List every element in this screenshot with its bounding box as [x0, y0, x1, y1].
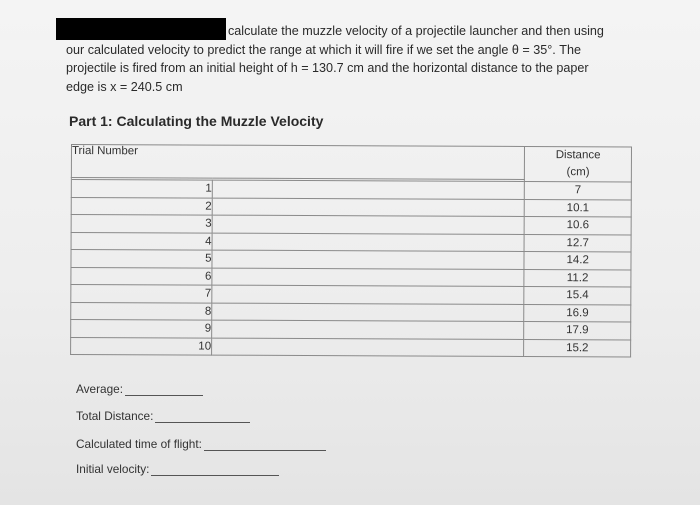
- trial-number-cell: 3: [71, 215, 212, 233]
- trial-number-cell: 1: [71, 180, 212, 198]
- header-distance-unit: (cm): [566, 166, 590, 179]
- initial-velocity-field[interactable]: [76, 462, 279, 476]
- total-distance-label: Total Distance:: [76, 409, 154, 423]
- distance-cell: 17.9: [524, 321, 631, 339]
- trial-blank-cell: [212, 285, 524, 304]
- table-header-row: [71, 145, 631, 181]
- intro-line-1: calculate the muzzle velocity of a projectile launcher and then using: [228, 24, 604, 38]
- initial-velocity-blank[interactable]: [151, 474, 279, 476]
- time-of-flight-label: Calculated time of flight:: [76, 437, 202, 451]
- distance-cell: 11.2: [524, 269, 631, 287]
- header-distance: [525, 146, 632, 181]
- distance-cell: 15.4: [524, 286, 631, 304]
- trial-number-cell: 8: [71, 302, 212, 320]
- distance-cell: 10.6: [524, 216, 631, 234]
- trial-blank-cell: [212, 268, 524, 287]
- trial-blank-cell: [212, 303, 524, 322]
- section-title: Part 1: Calculating the Muzzle Velocity: [69, 113, 324, 129]
- trial-blank-cell: [212, 320, 524, 339]
- distance-cell: 10.1: [525, 199, 632, 217]
- trial-blank-cell: [212, 215, 524, 234]
- trial-blank-cell: [212, 250, 524, 269]
- distance-cell: 14.2: [524, 251, 631, 269]
- time-of-flight-field[interactable]: [76, 437, 326, 451]
- trials-table: [70, 144, 632, 357]
- trial-number-cell: 9: [71, 320, 212, 338]
- trial-number-cell: 4: [71, 232, 212, 250]
- header-trial-number: Trial Number: [71, 145, 524, 180]
- intro-line-3: projectile is fired from an initial height of h = 130.7 cm and the horizontal distance to the paper: [66, 61, 589, 76]
- distance-cell: 12.7: [524, 234, 631, 252]
- distance-cell: 16.9: [524, 304, 631, 322]
- distance-cell: 15.2: [524, 339, 631, 357]
- distance-cell: 7: [525, 181, 632, 199]
- total-distance-blank[interactable]: [155, 421, 250, 423]
- trial-number-cell: 10: [71, 337, 212, 355]
- trial-number-cell: 2: [71, 197, 212, 215]
- trial-blank-cell: [212, 198, 524, 217]
- average-blank[interactable]: [125, 394, 203, 396]
- trial-blank-cell: [212, 180, 524, 199]
- trial-number-cell: 7: [71, 285, 212, 303]
- table-row: [71, 337, 631, 357]
- average-field[interactable]: [76, 382, 203, 396]
- intro-line-2: our calculated velocity to predict the range at which it will fire if we set the angle θ = 35°. The: [66, 42, 582, 57]
- trial-number-cell: 6: [71, 267, 212, 285]
- header-distance-label: Distance: [555, 149, 601, 162]
- time-of-flight-blank[interactable]: [204, 449, 326, 451]
- total-distance-field[interactable]: [76, 409, 250, 423]
- trial-number-cell: 5: [71, 250, 212, 268]
- initial-velocity-label: Initial velocity:: [76, 462, 150, 476]
- intro-paragraph: [66, 22, 666, 96]
- intro-line-4: edge is x = 240.5 cm: [66, 79, 183, 94]
- average-label: Average:: [76, 382, 124, 396]
- trial-blank-cell: [212, 338, 524, 357]
- trial-blank-cell: [212, 233, 524, 252]
